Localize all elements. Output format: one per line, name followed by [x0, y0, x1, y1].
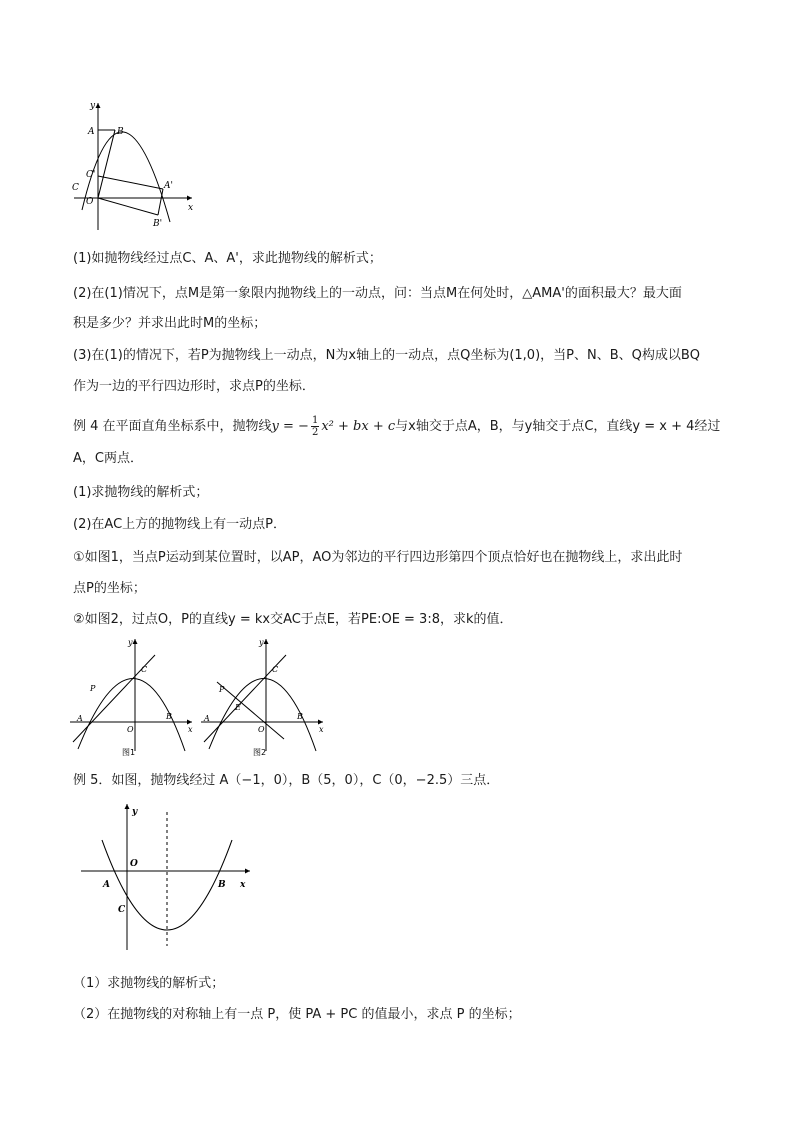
fig1-label-A-prime: A'	[164, 181, 173, 191]
fig1-label-O: O	[86, 197, 94, 207]
example5-q2: （2）在抛物线的对称轴上有一点 P，使 PA + PC 的值最小，求点 P 的坐标；	[73, 1007, 521, 1022]
fig3-label-y: y	[259, 638, 264, 647]
fig4-label-O: O	[130, 859, 138, 869]
example4-intro-prefix: 例 4 在平面直角坐标系中，抛物线	[73, 419, 272, 434]
fig4-label-x: x	[240, 880, 246, 890]
fig1-label-B: B	[117, 127, 124, 137]
example5-intro: 例 5．如图，抛物线经过 A（−1，0），B（5，0），C（0，−2.5）三点．	[73, 773, 500, 788]
fig2-label-C: C	[141, 665, 148, 674]
example4-sub1-line2: 点P的坐标；	[73, 581, 146, 596]
example4-sub1-line1: ①如图1，当点P运动到某位置时，以AP，AO为邻边的平行四边形第四个顶点恰好也在抛物线上，求出此时	[73, 550, 683, 565]
fig3-label-O: O	[258, 725, 265, 734]
fig1-label-A: A	[88, 127, 95, 137]
fig4-label-y: y	[132, 807, 138, 817]
example4-fraction	[311, 415, 319, 438]
fig1-label-y: y	[90, 101, 96, 111]
fig3-label-B: B	[297, 712, 303, 721]
figure-3	[199, 637, 327, 762]
example4-intro-line1	[73, 415, 720, 438]
fig3-caption: 图2	[253, 748, 267, 757]
problem3-q2-line1: (2)在(1)情况下，点M是第一象限内抛物线上的一动点，问：当点M在何处时，△AMA'的面积最大？最大面	[73, 286, 682, 301]
fig2-label-B: B	[166, 712, 172, 721]
fig2-label-A: A	[77, 714, 83, 723]
fig1-label-C: C	[72, 183, 79, 193]
figure-1	[68, 98, 198, 233]
problem3-q3-line2: 作为一边的平行四边形时，求点P的坐标．	[73, 379, 315, 394]
fig1-label-C-prime: C'	[86, 170, 96, 180]
fig1-label-x: x	[188, 203, 194, 213]
fig4-label-C: C	[118, 905, 126, 915]
fig4-label-B: B	[218, 880, 226, 890]
fig2-label-y: y	[128, 638, 133, 647]
figure-2	[68, 637, 196, 762]
example4-frac-num: 1	[311, 415, 319, 426]
example4-q1: (1)求抛物线的解析式；	[73, 485, 209, 500]
figure-4	[78, 800, 258, 956]
example4-intro-suffix: 与x轴交于点A，B，与y轴交于点C，直线y = x + 4经过	[395, 419, 721, 434]
example4-frac-den: 2	[311, 427, 319, 438]
example4-intro-line2: A，C两点．	[73, 451, 143, 466]
problem3-q3-line1: (3)在(1)的情况下，若P为抛物线上一动点，N为x轴上的一动点，点Q坐标为(1,0)，当P、N、B、Q构成以BQ	[73, 348, 701, 363]
example4-eq-y: y = −	[271, 419, 309, 434]
example4-q2: (2)在AC上方的抛物线上有一动点P．	[73, 517, 286, 532]
fig3-label-A: A	[204, 714, 210, 723]
fig3-label-E: E	[235, 703, 241, 712]
fig3-label-C: C	[272, 665, 279, 674]
fig3-label-P: P	[219, 685, 225, 694]
problem3-q1: (1)如抛物线经过点C、A、A'，求此抛物线的解析式；	[73, 251, 382, 266]
fig2-label-x: x	[188, 725, 193, 734]
fig1-label-B-prime: B'	[153, 219, 163, 229]
fig4-label-A: A	[103, 880, 110, 890]
fig3-label-x: x	[319, 725, 324, 734]
problem3-q2-line2: 积是多少？并求出此时M的坐标；	[73, 316, 267, 331]
example5-q1: （1）求抛物线的解析式；	[73, 976, 225, 991]
example4-sub2: ②如图2，过点O，P的直线y = kx交AC于点E，若PE:OE = 3:8，求k的值．	[73, 612, 513, 627]
fig2-caption: 图1	[122, 748, 136, 757]
fig2-label-O: O	[127, 725, 134, 734]
example4-eq-rest: x² + bx + c	[321, 419, 396, 434]
fig2-label-P: P	[90, 684, 96, 693]
